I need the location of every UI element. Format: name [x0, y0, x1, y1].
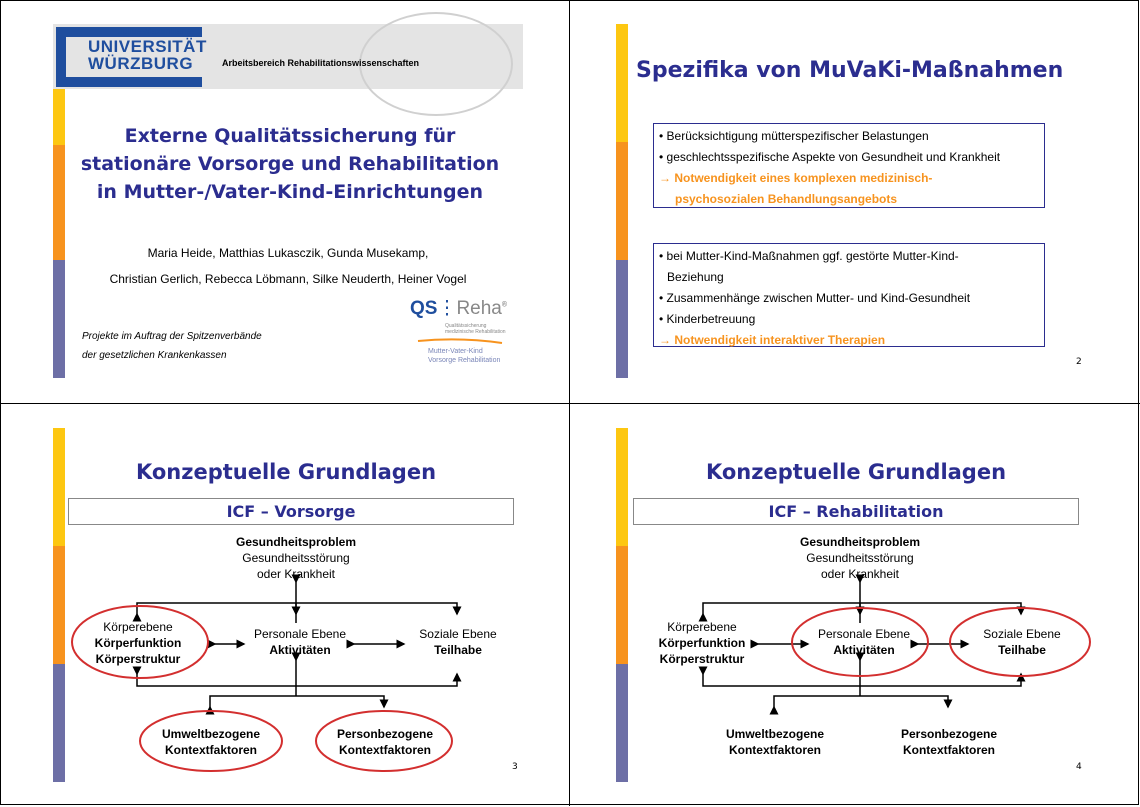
project-note: Projekte im Auftrag der Spitzenverbände der gesetzlichen Krankenkassen	[82, 331, 262, 361]
icf-subtitle: ICF – Vorsorge	[68, 498, 514, 525]
logo-wordmark: UNIVERSITÄT WÜRZBURG	[88, 37, 207, 73]
icf-subtitle: ICF – Rehabilitation	[633, 498, 1079, 525]
social-level-node: Soziale Ebene Teilhabe	[419, 627, 497, 657]
qs-subtitle: Mutter-Vater-Kind Vorsorge Rehabilitation	[428, 348, 501, 364]
environmental-factors-node: Umweltbezogene Kontextfaktoren	[725, 727, 824, 757]
slide-4	[570, 404, 1139, 807]
aspects-box: • Berücksichtigung mütterspezifischer Belastungen • geschlechtsspezifische Aspekte von Gesundheit und Krankheit → Notwendigkeit eines komplexen medizinisch- psychosozialen Behandlungsangebots	[653, 123, 1045, 208]
logo-small-text: Julius-Maximilians-	[118, 26, 195, 36]
slide-title: Konzeptuelle Grundlagen	[705, 460, 1007, 484]
body-level-node: Körperebene Körperfunktion Körperstruktur	[94, 620, 182, 666]
slide-title: Konzeptuelle Grundlagen	[135, 460, 437, 484]
page-number: 3	[512, 762, 518, 772]
qs-swoosh	[0, 0, 569, 403]
authors: Maria Heide, Matthias Lukasczik, Gunda Musekamp, Christian Gerlich, Rebecca Löbmann, Silke Neuderth, Heiner Vogel	[109, 246, 467, 286]
page-number: 2	[1076, 357, 1082, 367]
page-number: 4	[1076, 762, 1082, 772]
icf-diagram-lines	[0, 404, 569, 807]
health-problem-node: Gesundheitsproblem Gesundheitsstörung oder Krankheit	[235, 535, 357, 581]
icf-diagram-lines	[570, 404, 1139, 807]
personal-level-node: Personale Ebene Aktivitäten	[253, 627, 347, 657]
body-level-node: Körperebene Körperfunktion Körperstruktur	[658, 620, 746, 666]
qs-tiny-text: Qualitätssicherung medizinische Rehabilitation	[445, 323, 506, 335]
personal-factors-node: Personbezogene Kontextfaktoren	[336, 727, 434, 757]
slide-1	[0, 0, 569, 403]
personal-factors-node: Personbezogene Kontextfaktoren	[900, 727, 998, 757]
mother-child-box: • bei Mutter-Kind-Maßnahmen ggf. gestörte Mutter-Kind- Beziehung • Zusammenhänge zwischen Mutter- und Kind-Gesundheit • Kinderbetreuung → Notwendigkeit interaktiver Therapien	[653, 243, 1045, 347]
health-problem-node: Gesundheitsproblem Gesundheitsstörung oder Krankheit	[799, 535, 921, 581]
slide-title: Spezifika von MuVaKi-Maßnahmen	[636, 58, 1064, 83]
slide-2	[570, 0, 1139, 403]
department-name: Arbeitsbereich Rehabilitationswissenschaften	[222, 58, 420, 68]
social-level-node: Soziale Ebene Teilhabe	[983, 627, 1061, 657]
slide-title: Externe Qualitätssicherung für stationäre Vorsorge und Rehabilitation in Mutter-/Vater-Kind-Einrichtungen	[80, 125, 500, 203]
personal-level-node: Personale Ebene Aktivitäten	[817, 627, 911, 657]
slide-3	[0, 404, 569, 807]
environmental-factors-node: Umweltbezogene Kontextfaktoren	[161, 727, 260, 757]
accent-bar	[616, 24, 628, 378]
qs-reha-logo: QS⋮Reha®	[410, 298, 508, 319]
